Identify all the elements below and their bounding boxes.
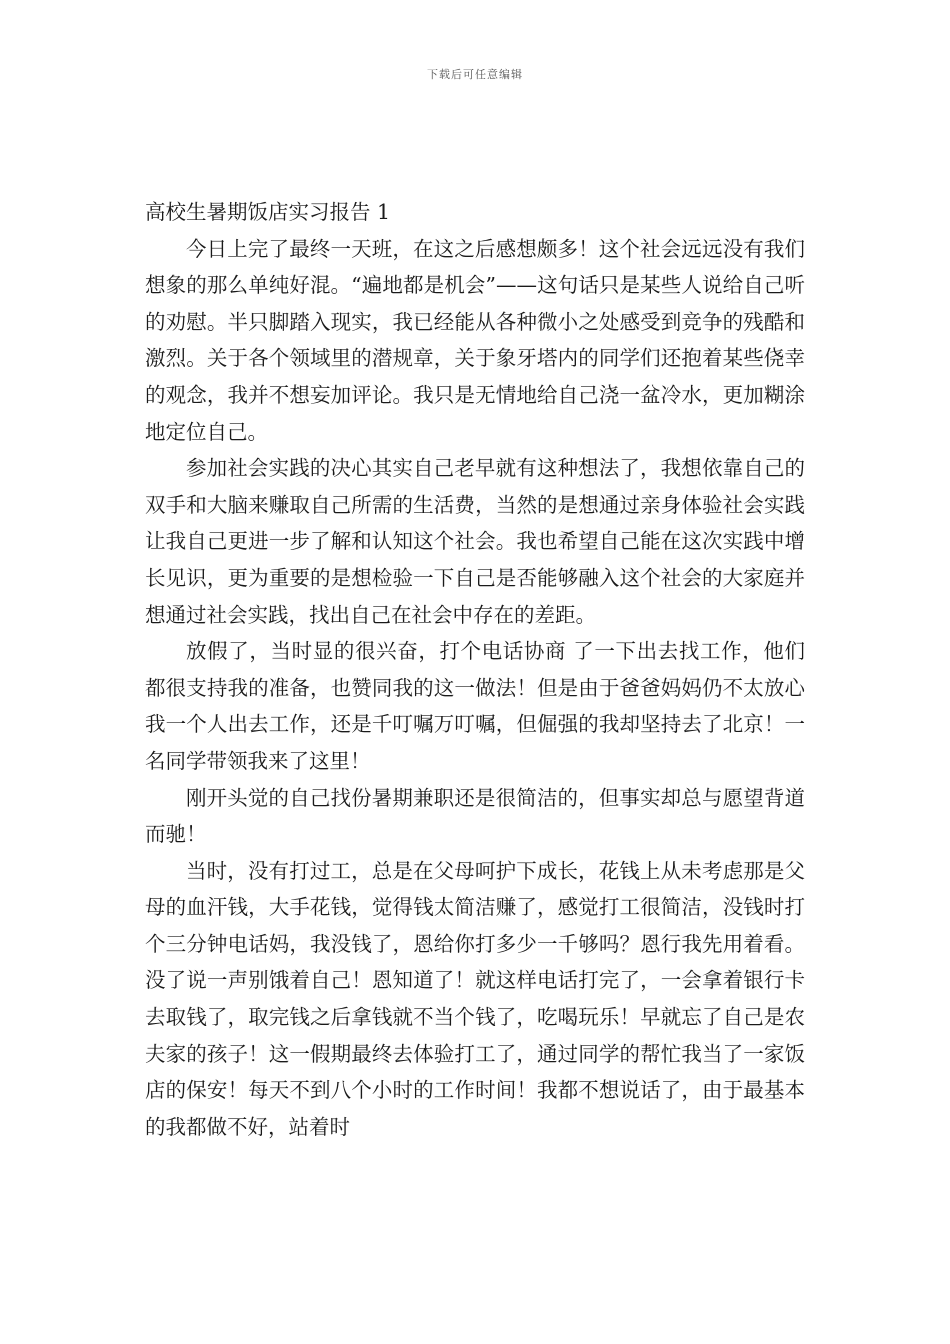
document-title: 高校生暑期饭店实习报告 1 bbox=[145, 200, 391, 224]
paragraph: 当时，没有打过工，总是在父母呵护下成长，花钱上从未考虑那是父母的血汗钱，大手花钱，觉得钱太简洁赚了，感觉打工很简洁，没钱时打个三分钟电话妈，我没钱了，恩给你打多少一千够吗？恩行我先用着看。没了说一声别饿着自己！恩知道了！就这样电话打完了，一会拿着银行卡去取钱了，取完钱之后拿钱就不当个钱了，吃喝玩乐！早就忘了自己是农夫家的孩子！这一假期最终去体验打工了，通过同学的帮忙我当了一家饭店的保安！每天不到八个小时的工作时间！我都不想说话了，由于最基本的我都做不好，站着时 bbox=[145, 858, 805, 1139]
paragraph: 刚开头觉的自己找份暑期兼职还是很简洁的，但事实却总与愿望背道而驰！ bbox=[145, 785, 805, 847]
document-body bbox=[145, 194, 805, 1145]
paragraph: 放假了，当时显的很兴奋，打个电话协商 了一下出去找工作，他们都很支持我的准备，也赞同我的这一做法！但是由于爸爸妈妈仍不太放心我一个人出去工作，还是千叮嘱万叮嘱，但倔强的我却坚持去了北京！一名同学带领我来了这里！ bbox=[145, 639, 805, 773]
page-header-note: 下载后可任意编辑 bbox=[427, 68, 523, 81]
paragraph: 今日上完了最终一天班，在这之后感想颇多！这个社会远远没有我们想象的那么单纯好混。“遍地都是机会”——这句话只是某些人说给自己听的劝慰。半只脚踏入现实，我已经能从各种微小之处感受到竞争的残酷和激烈。关于各个领域里的潜规章，关于象牙塔内的同学们还抱着某些侥幸的观念，我并不想妄加评论。我只是无情地给自己浇一盆冷水，更加糊涂地定位自己。 bbox=[145, 236, 805, 444]
paragraph: 参加社会实践的决心其实自己老早就有这种想法了，我想依靠自己的双手和大脑来赚取自己所需的生活费，当然的是想通过亲身体验社会实践让我自己更进一步了解和认知这个社会。我也希望自己能在这次实践中增长见识，更为重要的是想检验一下自己是否能够融入这个社会的大家庭并想通过社会实践，找出自己在社会中存在的差距。 bbox=[145, 456, 805, 627]
